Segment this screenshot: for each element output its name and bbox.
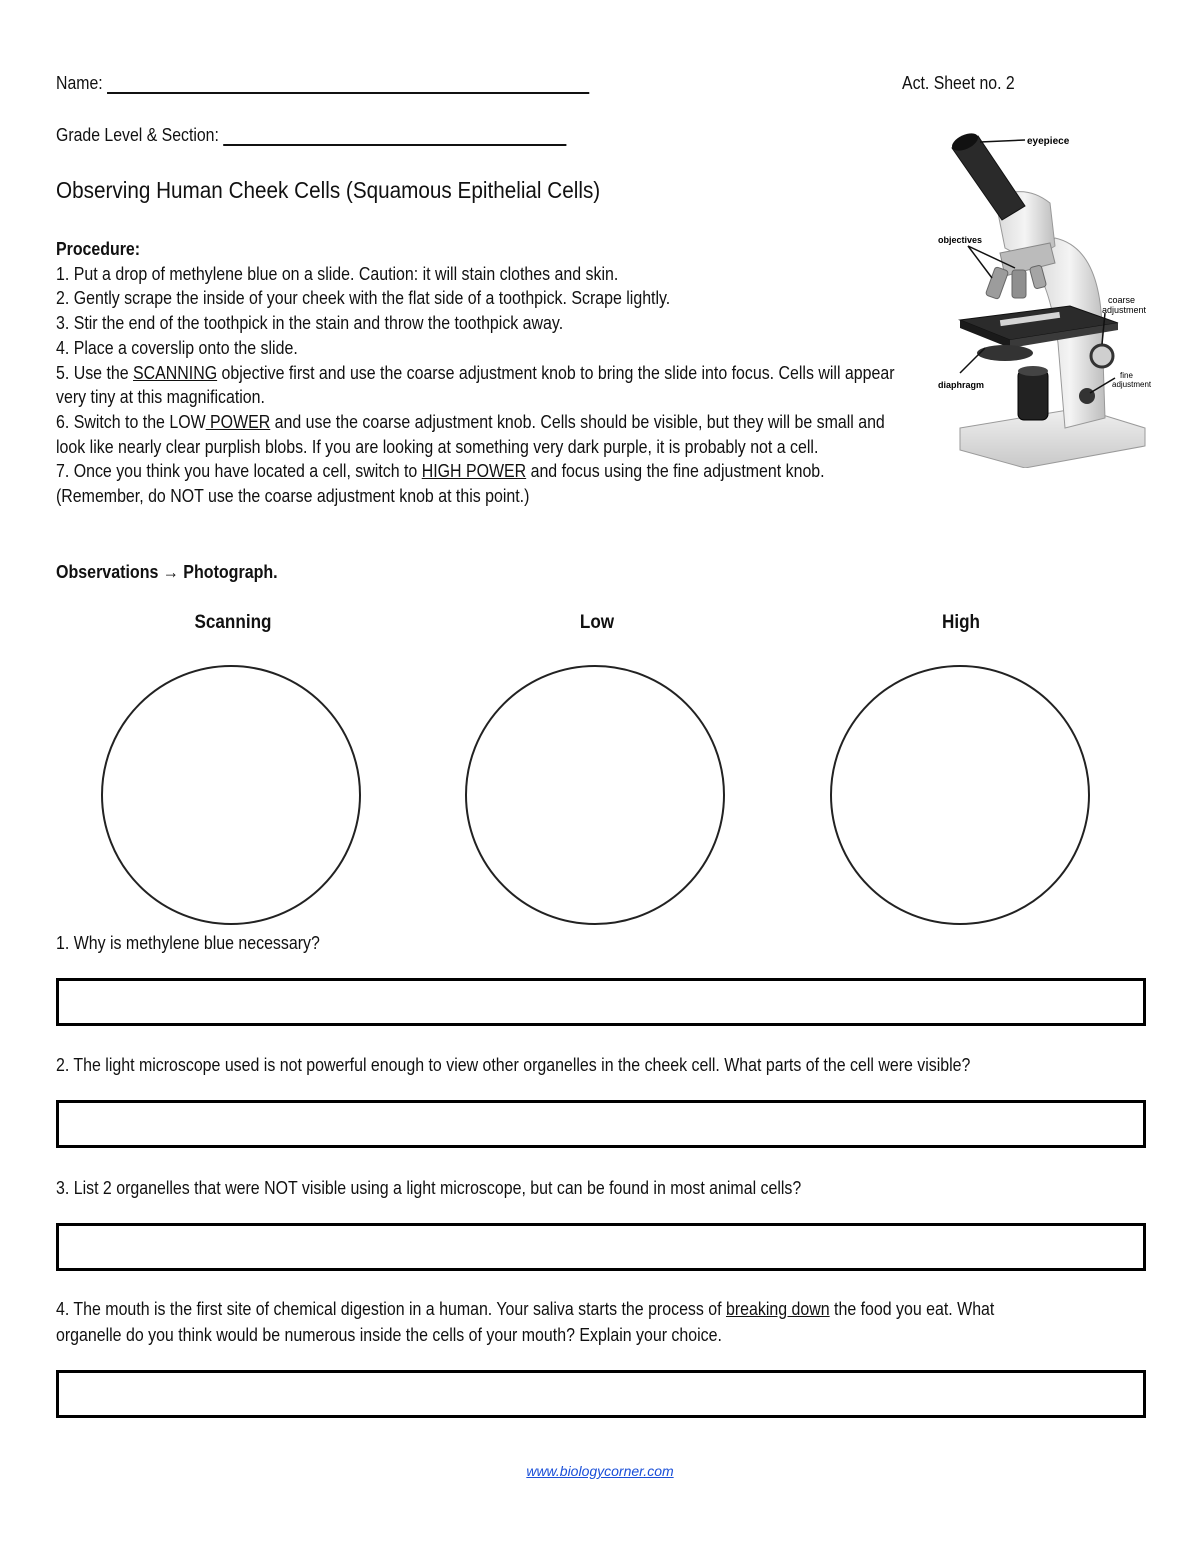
label-objectives: objectives [938, 235, 983, 245]
breaking-down-underline: breaking down [726, 1299, 830, 1319]
grade-blank[interactable] [223, 126, 566, 146]
high-power-underline: HIGH POWER [421, 461, 527, 482]
name-label: Name: [56, 73, 103, 93]
question-1: 1. Why is methylene blue necessary? [56, 933, 320, 953]
high-label: High [942, 612, 980, 633]
grade-line[interactable] [56, 125, 567, 146]
answer-box-3[interactable] [56, 1223, 1146, 1271]
question-4-line-1: 4. The mouth is the first site of chemical digestion in a human. Your saliva starts the process of breaking down the food you eat. What [56, 1299, 995, 1319]
grade-label: Grade Level & Section: [56, 125, 219, 145]
scanning-underline: SCANNING [133, 362, 218, 383]
microscope-image [930, 128, 1160, 468]
observations-heading: Observations → Photograph. [56, 562, 278, 582]
label-coarse-1: coarse [1108, 295, 1136, 305]
sheet-number: Act. Sheet no. 2 [902, 73, 1015, 93]
low-power-underline: POWER [205, 411, 271, 432]
microscope-base [960, 408, 1145, 468]
procedure-step-6: 6. Switch to the LOW POWER and use the coarse adjustment knob. Cells should be visible, but they will be small and look like nearly clear purplish blobs. If you are looking at something very dark purple, it is probably not a cell. [56, 411, 885, 457]
label-coarse-2: adjustment [1102, 305, 1147, 315]
scanning-label: Scanning [194, 612, 272, 633]
answer-box-2[interactable] [56, 1100, 1146, 1148]
low-label: Low [579, 612, 615, 633]
procedure-step-1: 1. Put a drop of methylene blue on a slide. Caution: it will stain clothes and skin. [56, 263, 619, 284]
question-4-line-2: organelle do you think would be numerous inside the cells of your mouth? Explain your choice. [56, 1325, 722, 1345]
label-eyepiece: eyepiece [1027, 136, 1070, 147]
name-line[interactable] [56, 73, 589, 94]
label-fine-1: fine [1120, 371, 1133, 380]
name-blank[interactable] [107, 74, 589, 94]
low-drawing-circle[interactable] [465, 665, 725, 925]
procedure-step-4: 4. Place a coverslip onto the slide. [56, 337, 298, 358]
question-2: 2. The light microscope used is not powerful enough to view other organelles in the cheek cell. What parts of the cell were visible? [56, 1055, 971, 1075]
procedure-section [56, 237, 906, 509]
procedure-step-5: 5. Use the SCANNING objective first and use the coarse adjustment knob to bring the slide into focus. Cells will appear very tiny at this magnification. [56, 362, 895, 408]
question-3: 3. List 2 organelles that were NOT visible using a light microscope, but can be found in most animal cells? [56, 1178, 802, 1198]
procedure-step-7: 7. Once you think you have located a cell, switch to HIGH POWER and focus using the fine adjustment knob. (Remember, do NOT use the coarse adjustment knob at this point.) [56, 461, 825, 507]
label-diaphragm: diaphragm [938, 380, 985, 390]
question-4 [56, 1296, 994, 1348]
scanning-drawing-circle[interactable] [101, 665, 361, 925]
answer-box-1[interactable] [56, 978, 1146, 1026]
footer-link[interactable]: www.biologycorner.com [526, 1463, 674, 1479]
procedure-heading: Procedure: [56, 239, 141, 259]
page-title: Observing Human Cheek Cells (Squamous Epithelial Cells) [56, 177, 601, 203]
high-drawing-circle[interactable] [830, 665, 1090, 925]
procedure-step-2: 2. Gently scrape the inside of your cheek with the flat side of a toothpick. Scrape lightly. [56, 288, 671, 309]
label-fine-2: adjustment [1112, 380, 1152, 389]
procedure-step-3: 3. Stir the end of the toothpick in the stain and throw the toothpick away. [56, 313, 564, 334]
answer-box-4[interactable] [56, 1370, 1146, 1418]
